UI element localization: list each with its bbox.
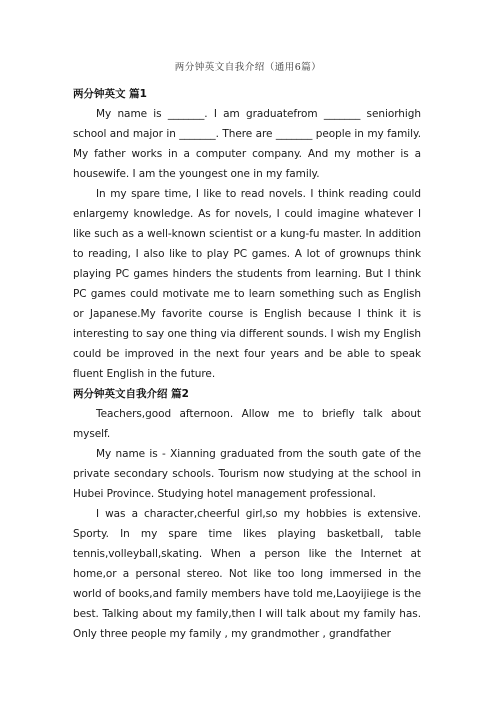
document-title: 两分钟英文自我介绍（通用6篇） (174, 62, 322, 73)
document-body (73, 84, 421, 644)
section-1 (73, 84, 421, 384)
paragraph: I was a character,cheerful girl,so my hobbies is extensive. Sporty. In my spare time likes playing basketball, table tennis,volleyball,skating. When a person like the Internet at home,or a personal stereo. Not like too long immersed in the world of books,and family members have told me,Laoyijiege is the best. Talking about my family,then I will talk about my family has. Only three people my family , my grandmother , grandfather (73, 508, 421, 640)
section-heading: 两分钟英文 篇1 (73, 88, 147, 100)
paragraph: Teachers,good afternoon. Allow me to briefly talk about myself. (73, 408, 421, 440)
section-2 (73, 384, 421, 644)
section-heading: 两分钟英文自我介绍 篇2 (73, 388, 189, 400)
paragraph: In my spare time, I like to read novels. I think reading could enlargemy knowledge. As for novels, I could imagine whatever I like such as a well-known scientist or a kung-fu master. In addition to reading, I also like to play PC games. A lot of grownups think playing PC games hinders the students from learning. But I think PC games could motivate me to learn something such as English or Japanese.My favorite course is English because I think it is interesting to say one thing via different sounds. I wish my English could be improved in the next four years and be able to speak fluent English in the future. (73, 188, 421, 380)
paragraph: My name is _______. I am graduatefrom _______ seniorhigh school and major in _______. There are _______ people in my family. My father works in a computer company. And my mother is a housewife. I am the youngest one in my family. (73, 108, 421, 180)
paragraph: My name is - Xianning graduated from the south gate of the private secondary schools. Tourism now studying at the school in Hubei Province. Studying hotel management professional. (73, 448, 421, 500)
